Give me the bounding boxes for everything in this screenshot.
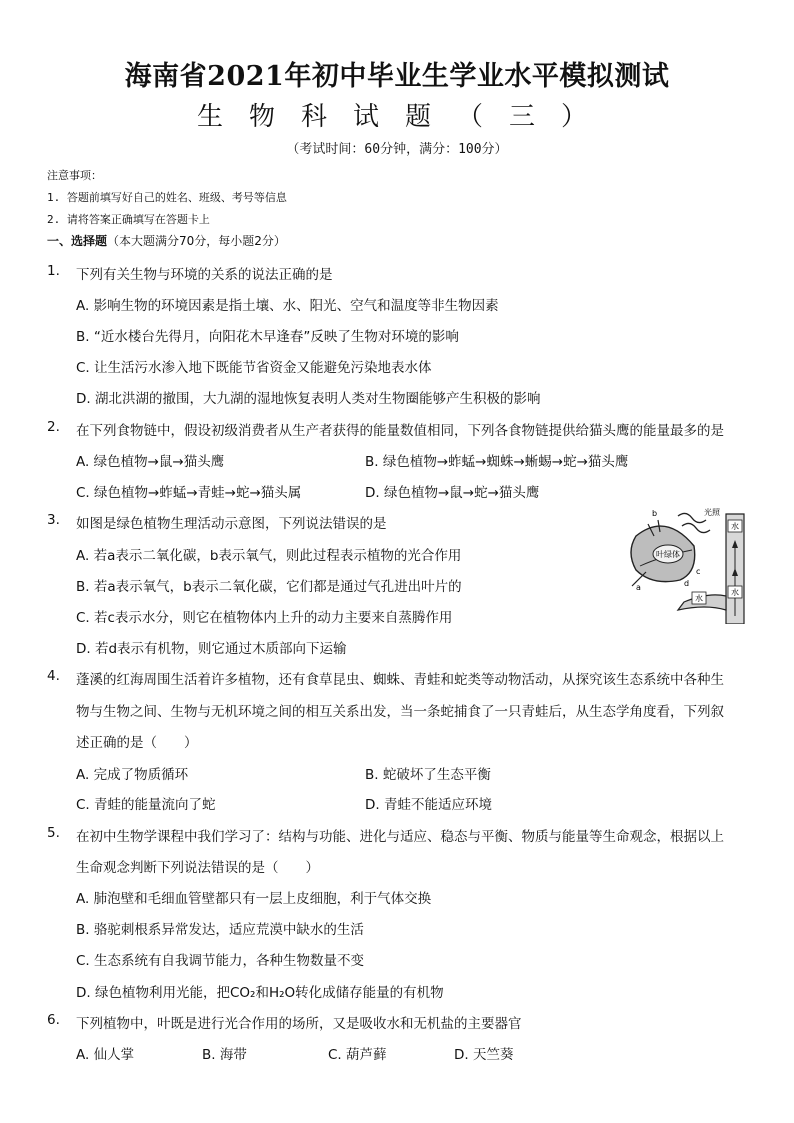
option-a: A. 影响生物的环境因素是指土壤、水、阳光、空气和温度等非生物因素 (76, 298, 499, 314)
notes-heading: 注意事项： (47, 169, 102, 182)
question-stem: 在下列食物链中，假设初级消费者从生产者获得的能量数值相同，下列各食物链提供给猫头鹰的能量最多的是 (76, 423, 724, 439)
option-c: C. 青蛙的能量流向了蛇 (76, 797, 216, 813)
question-stem: 下列植物中，叶既是进行光合作用的场所，又是吸收水和无机盐的主要器官 (76, 1016, 522, 1032)
label-d: d (684, 579, 690, 588)
water-label-top: 水 (731, 522, 739, 531)
option-d: D. 天竺葵 (454, 1047, 514, 1063)
option-b: B. 骆驼刺根系异常发达，适应荒漠中缺水的生活 (76, 922, 364, 938)
water-label-branch: 水 (695, 594, 703, 603)
label-b: b (652, 509, 658, 518)
chloroplast-label: 叶绿体 (656, 550, 680, 559)
option-b: B. 若a表示氧气，b表示二氧化碳，它们都是通过气孔进出叶片的 (76, 579, 462, 595)
option-a: A. 若a表示二氧化碳，b表示氧气，则此过程表示植物的光合作用 (76, 548, 462, 564)
label-c: c (696, 567, 701, 576)
question-number: 4. (47, 668, 60, 684)
section-title: 一、选择题 (47, 234, 108, 248)
option-c: C. 若c表示水分，则它在植物体内上升的动力主要来自蒸腾作用 (76, 610, 453, 626)
question-stem-line: 蓬溪的红海周围生活着许多植物，还有食草昆虫、蜘蛛、青蛙和蛇类等动物活动，从探究该生态系统中各种生 (76, 672, 724, 688)
option-c: C. 生态系统有自我调节能力，各种生物数量不变 (76, 953, 365, 969)
option-c: C. 绿色植物→蚱蜢→青蛙→蛇→猫头属 (76, 485, 302, 501)
option-b: B. 蛇破坏了生态平衡 (365, 767, 491, 783)
option-b: B. 绿色植物→蚱蜢→蜘蛛→蜥蜴→蛇→猫头鹰 (365, 454, 629, 470)
question-number: 5. (47, 825, 60, 841)
sunlight-wave (682, 523, 710, 532)
option-c: C. 让生活污水渗入地下既能节省资金又能避免污染地表水体 (76, 360, 432, 376)
question-stem: 下列有关生物与环境的关系的说法正确的是 (76, 267, 333, 283)
notes-block (47, 165, 287, 231)
question-number: 2. (47, 419, 60, 435)
question-number: 3. (47, 512, 60, 528)
option-a: A. 仙人掌 (76, 1047, 135, 1063)
option-a: A. 肺泡壁和毛细血管壁都只有一层上皮细胞，利于气体交换 (76, 891, 432, 907)
question-stem: 如图是绿色植物生理活动示意图，下列说法错误的是 (76, 516, 387, 532)
option-d: D. 绿色植物利用光能，把CO₂和H₂O转化成储存能量的有机物 (76, 985, 444, 1001)
section-heading (47, 232, 286, 249)
question-stem-line: 述正确的是（ ） (76, 735, 198, 751)
option-a: A. 完成了物质循环 (76, 767, 189, 783)
question-number: 1. (47, 263, 60, 279)
exam-subtitle: 生物科试题（三） (196, 102, 613, 132)
label-a: a (636, 583, 641, 592)
sunlight-label: 光照 (704, 508, 720, 517)
plant-physiology-figure (622, 506, 750, 624)
option-d: D. 青蛙不能适应环境 (365, 797, 492, 813)
question-number: 6. (47, 1012, 60, 1028)
option-a: A. 绿色植物→鼠→猫头鹰 (76, 454, 225, 470)
exam-title: 海南省2021年初中毕业生学业水平模拟测试 (124, 61, 670, 92)
option-b: B. “近水楼台先得月，向阳花木早逢春”反映了生物对环境的影响 (76, 329, 459, 345)
option-d: D. 若d表示有机物，则它通过木质部向下运输 (76, 641, 347, 657)
water-label-stem: 水 (731, 588, 739, 597)
sunlight-wave (678, 513, 706, 522)
option-d: D. 绿色植物→鼠→蛇→猫头鹰 (365, 485, 540, 501)
note-item: 1. 答题前填写好自己的姓名、班级、考号等信息 (47, 191, 287, 204)
option-d: D. 湖北洪湖的撤围，大九湖的湿地恢复表明人类对生物圈能够产生积极的影响 (76, 391, 541, 407)
option-b: B. 海带 (202, 1047, 247, 1063)
section-detail: （本大题满分70分，每小题2分） (107, 234, 286, 248)
option-c: C. 葫芦藓 (328, 1047, 387, 1063)
exam-time-score: （考试时间：60分钟，满分：100分） (286, 142, 508, 157)
note-item: 2. 请将答案正确填写在答题卡上 (47, 213, 210, 226)
question-stem-line: 物与生物之间、生物与无机环境之间的相互关系出发，当一条蛇捕食了一只青蛙后，从生态学角度看，下列叙 (76, 704, 724, 720)
question-stem-line: 在初中生物学课程中我们学习了：结构与功能、进化与适应、稳态与平衡、物质与能量等生命观念，根据以上 (76, 829, 724, 845)
question-stem-line: 生命观念判断下列说法错误的是（ ） (76, 860, 319, 876)
